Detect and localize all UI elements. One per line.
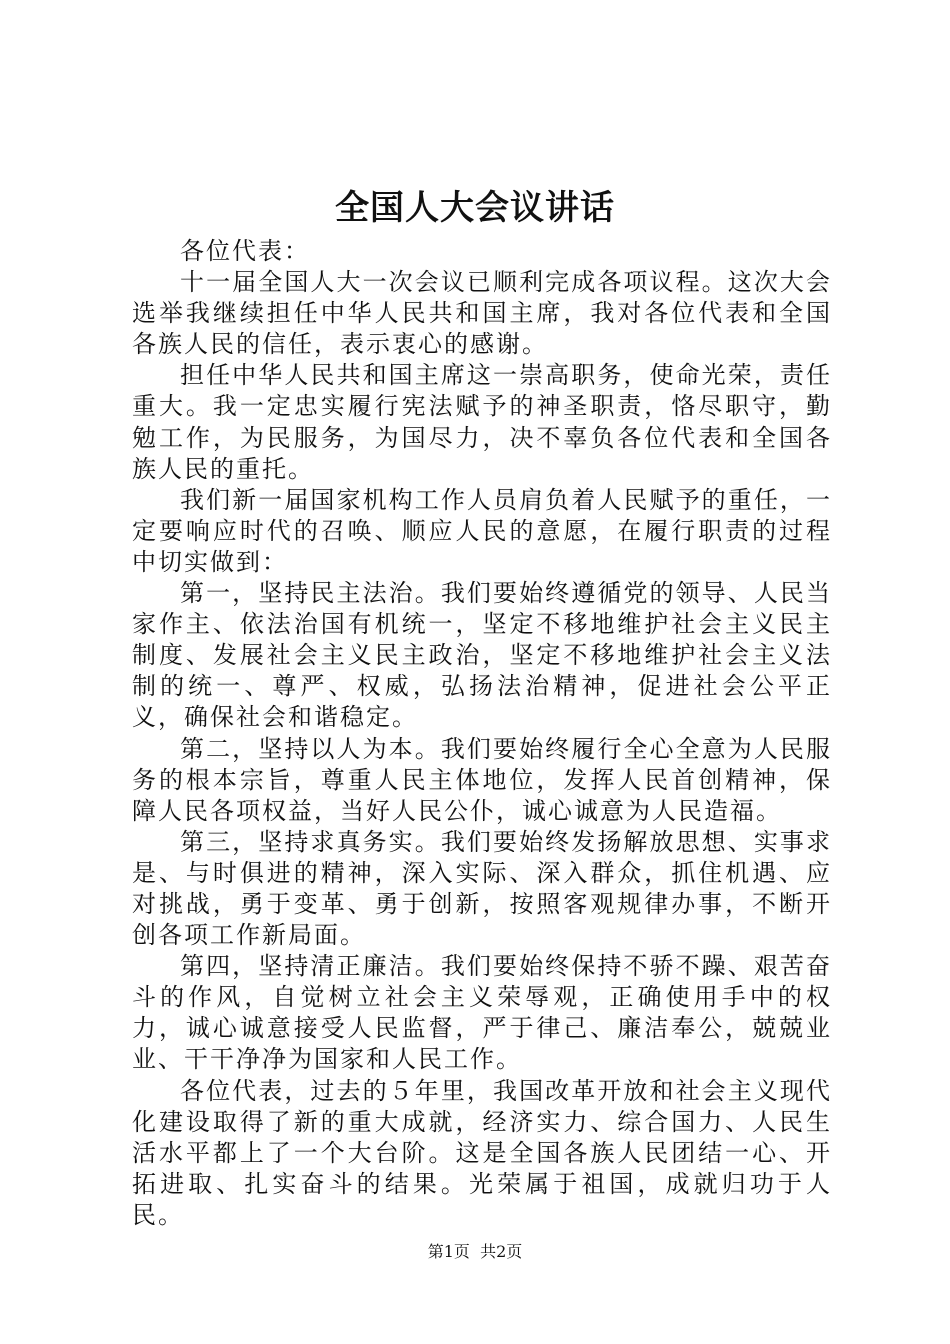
paragraph-duty: 担任中华人民共和国主席这一崇高职务，使命光荣，责任重大。我一定忠实履行宪法赋予的神圣职责，恪尽职守，勤勉工作，为民服务，为国尽力，决不辜负各位代表和全国各族人民的重托。	[132, 361, 832, 483]
paragraph-achievements: 各位代表，过去的５年里，我国改革开放和社会主义现代化建设取得了新的重大成就，经济实力、综合国力、人民生活水平都上了一个大台阶。这是全国各族人民团结一心、开拓进取、扎实奋斗的结果。光荣属于祖国，成就归功于人民。	[132, 1076, 832, 1229]
paragraph-point-one: 第一，坚持民主法治。我们要始终遵循党的领导、人民当家作主、依法治国有机统一，坚定不移地维护社会主义民主制度、发展社会主义民主政治，坚定不移地维护社会主义法制的统一、尊严、权威，弘扬法治精神，促进社会公平正义，确保社会和谐稳定。	[132, 579, 832, 732]
paragraph-salutation: 各位代表：	[180, 237, 310, 265]
paragraph-thanks: 十一届全国人大一次会议已顺利完成各项议程。这次大会选举我继续担任中华人民共和国主席，我对各位代表和全国各族人民的信任，表示衷心的感谢。	[132, 268, 832, 359]
paragraph-point-four: 第四，坚持清正廉洁。我们要始终保持不骄不躁、艰苦奋斗的作风，自觉树立社会主义荣辱观，正确使用手中的权力，诚心诚意接受人民监督，严于律己、廉洁奉公，兢兢业业、干干净净为国家和人民工作。	[132, 952, 832, 1074]
page-number: 第1页 共2页	[427, 1242, 523, 1261]
paragraph-commitment: 我们新一届国家机构工作人员肩负着人民赋予的重任，一定要响应时代的召唤、顺应人民的意愿，在履行职责的过程中切实做到：	[132, 485, 832, 576]
paragraph-point-three: 第三，坚持求真务实。我们要始终发扬解放思想、实事求是、与时俱进的精神，深入实际、深入群众，抓住机遇、应对挑战，勇于变革、勇于创新，按照客观规律办事，不断开创各项工作新局面。	[132, 827, 832, 950]
document-body	[132, 236, 832, 1231]
paragraph-point-two: 第二，坚持以人为本。我们要始终履行全心全意为人民服务的根本宗旨，尊重人民主体地位，发挥人民首创精神，保障人民各项权益，当好人民公仆，诚心诚意为人民造福。	[132, 734, 832, 825]
page-footer	[0, 1240, 950, 1264]
page-title: 全国人大会议讲话	[335, 188, 615, 228]
